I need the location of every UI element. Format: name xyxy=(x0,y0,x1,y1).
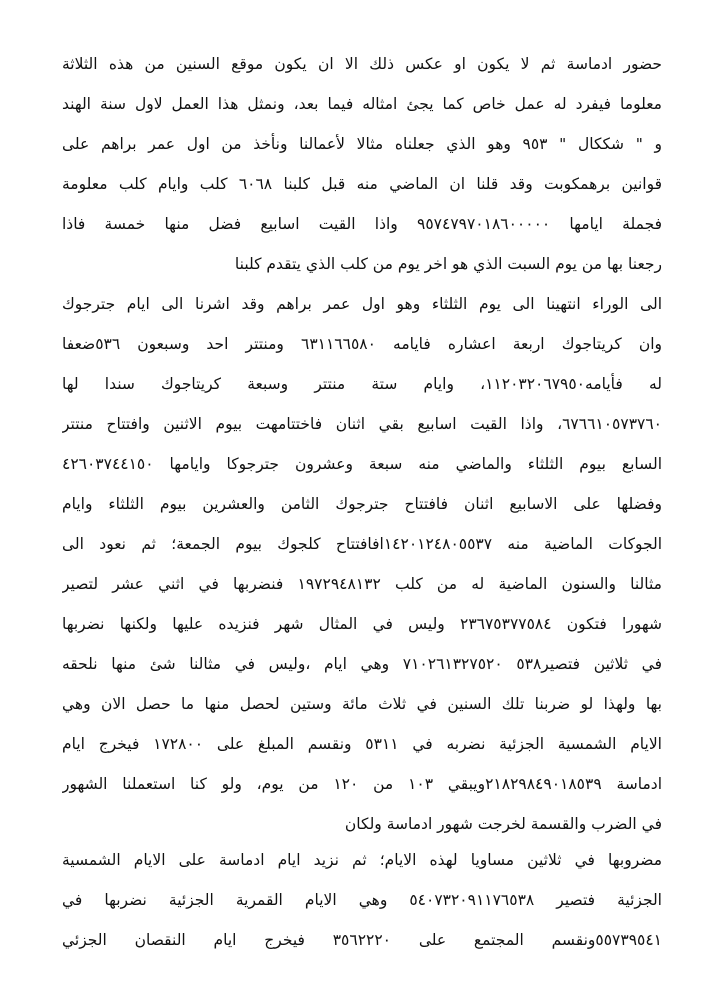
text-line: له فأيامه١١٢٠٣٢٠٦٧٩٥٠، وايام ستة منتتر وسبعة كريتاجوك سندا لها xyxy=(62,375,662,393)
text-line: شهورا فتكون ٢٣٦٧٥٣٧٧٥٨٤ وليس في المثال شهر فنزيده عليها ولكنها نضربها xyxy=(62,615,662,633)
text-line: معلوما فيفرد له عمل خاص كما يجئ امثاله فيما بعد، ونمثل هذا العمل لاول سنة الهند xyxy=(62,95,662,113)
text-line: الجوكات الماضية منه ١٤٢٠١٢٤٨٠٥٥٣٧افافتتاح كلجوك بيوم الجمعة؛ ثم نعود الى xyxy=(62,535,662,553)
text-line: الى الوراء انتهينا الى يوم الثلثاء وهو اول عمر براهم وقد اشرنا الى ايام جترجوك xyxy=(62,295,662,313)
text-line: السابع بيوم الثلثاء والماضي منه سبعة وعشرون جترجوكا وايامها ٤٢٦٠٣٧٤٤١٥٠ xyxy=(62,455,662,473)
text-line: قوانين برهمكوبت وقد قلنا ان الماضي منه قبل كلبنا ٦٠٦٨ كلب وايام كلب معلومة xyxy=(62,175,662,193)
text-line: وان كريتاجوك اربعة اعشاره فايامه ٦٣١١٦٦٥٨٠ ومنتتر احد وسبعون ٥٣٦ضعفا xyxy=(62,335,662,353)
paragraph-2 xyxy=(62,284,662,844)
paragraph-1 xyxy=(62,44,662,284)
text-line: الايام الشمسية الجزئية نضربه في ٥٣١١ ونقسم المبلغ على ١٧٢٨٠٠ فيخرج ايام xyxy=(62,735,662,753)
text-line: بها ولهذا لو ضربنا تلك السنين في ثلاث مائة وستين لحصل منها ما حصل الان وهي xyxy=(62,695,662,713)
text-line: حضور ادماسة ثم لا يكون او عكس ذلك الا ان يكون موقع السنين من هذه الثلاثة xyxy=(62,55,662,73)
text-line: مثالنا والسنون الماضية له من كلب ١٩٧٢٩٤٨١٣٢ فنضربها في اثني عشر لتصير xyxy=(62,575,662,593)
text-line: الجزئية فتصير ٥٤٠٧٣٢٠٩١١٧٦٥٣٨ وهي الايام القمرية الجزئية نضربها في xyxy=(62,891,662,909)
text-line-last: رجعنا بها من يوم السبت الذي هو اخر يوم من كلب الذي يتقدم كلبنا xyxy=(234,255,662,273)
text-line-last: في الضرب والقسمة لخرجت شهور ادماسة ولكان xyxy=(344,815,662,833)
text-line: فجملة ايامها ٩٥٧٤٧٩٧٠١٨٦٠٠٠٠٠ واذا القيت اسابيع فضل منها خمسة فاذا xyxy=(62,215,662,233)
text-line: و " شككال " ٩٥٣ وهو الذي جعلناه مثالا لأعمالنا ونأخذ من اول عمر براهم على xyxy=(62,135,662,153)
text-line: في ثلاثين فتصير٥٣٨ ٧١٠٢٦١٣٢٧٥٢٠ وهي ايام ،وليس في مثالنا شئ منها نلحقه xyxy=(62,655,662,673)
text-line: مضروبها في ثلاثين مساويا لهذه الايام؛ ثم نزيد ايام ادماسة على الايام الشمسية xyxy=(62,851,662,869)
text-line: وفضلها على الاسابيع اثنان فافتتاح جترجوك الثامن والعشرين بيوم الثلثاء وايام xyxy=(62,495,662,513)
text-line: ٦٧٦٦١٠٥٧٣٧٦٠، واذا القيت اسابيع بقي اثنان فاختتامهت بيوم الاثنين وافتتاح منتتر xyxy=(62,415,662,433)
text-line: ادماسة ٢١٨٢٩٨٤٩٠١٨٥٣٩ويبقي ١٠٣ من ١٢٠ من يوم، ولو كنا استعملنا الشهور xyxy=(62,775,662,793)
text-line: ٥٥٧٣٩٥٤١ونقسم المجتمع على ٣٥٦٢٢٢٠ فيخرج ايام النقصان الجزئي xyxy=(62,931,662,949)
paragraph-3 xyxy=(62,840,662,960)
